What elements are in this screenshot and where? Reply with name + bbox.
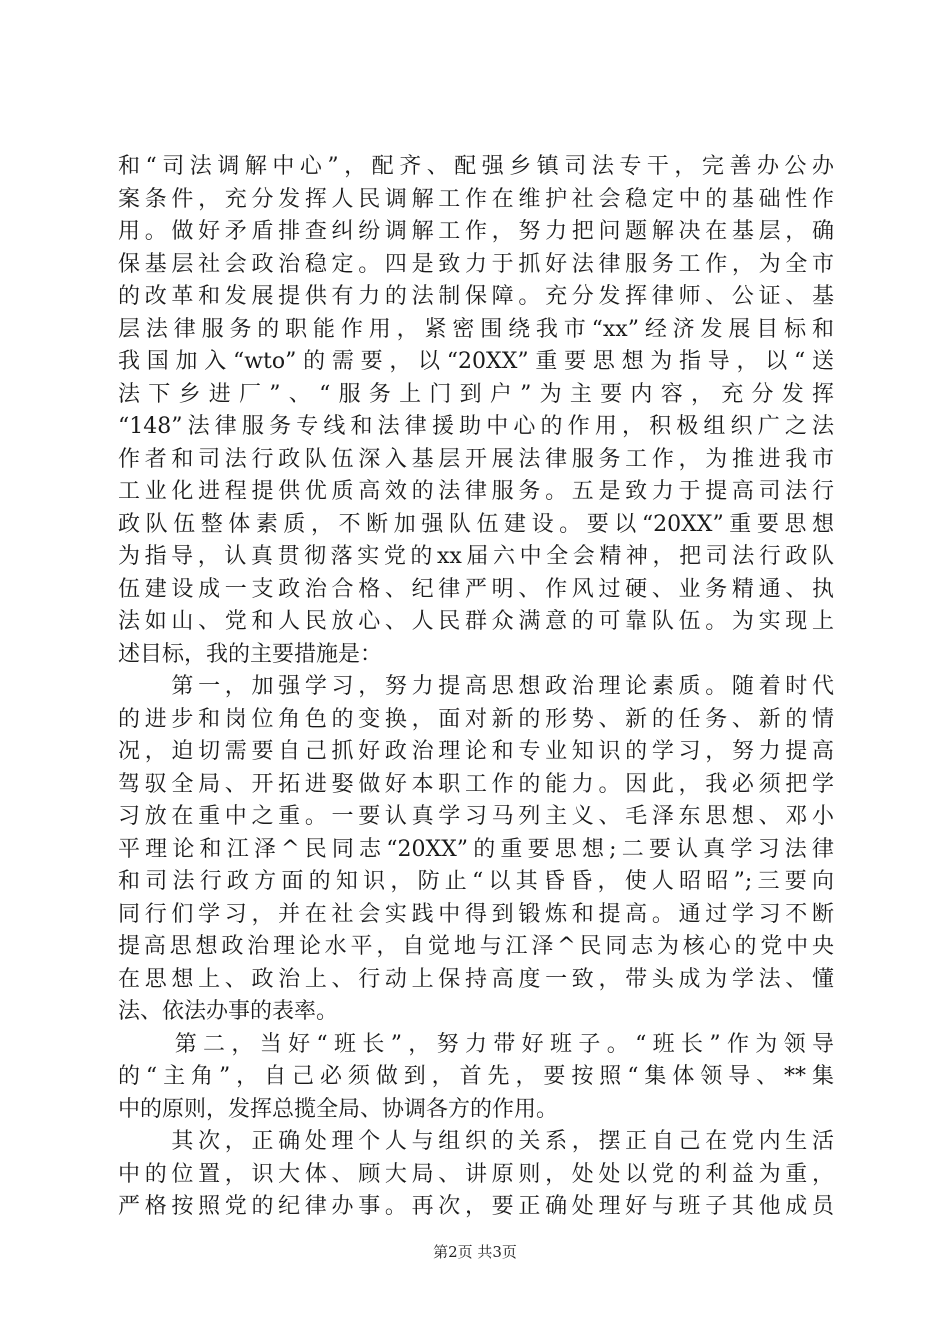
text-line: 的改革和发展提供有力的法制保障。充分发挥律师、公证、基 — [118, 284, 834, 309]
text-line: 法下乡进厂”、“服务上门到户”为主要内容，充分发挥 — [118, 381, 834, 407]
text-line: 中的位置，识大体、顾大局、讲原则，处处以党的利益为重， — [118, 1161, 834, 1187]
text-line: “148”法律服务专线和法律援助中心的作用，积极组织广之法 — [118, 414, 834, 439]
text-line: 用。做好矛盾排查纠纷调解工作，努力把问题解决在基层，确 — [118, 219, 834, 244]
text-line: 况，迫切需要自己抓好政治理论和专业知识的学习，努力提高 — [118, 739, 834, 764]
text-line: 第一，加强学习，努力提高思想政治理论素质。随着时代 — [118, 674, 834, 699]
text-line: 第二，当好“班长”，努力带好班子。“班长”作为领导 — [118, 1031, 834, 1057]
text-line: 政队伍整体素质，不断加强队伍建设。要以“20XX”重要思想 — [118, 511, 834, 537]
document-body — [118, 151, 834, 1224]
text-line: 同行们学习，并在社会实践中得到锻炼和提高。通过学习不断 — [118, 901, 834, 927]
text-line: 述目标，我的主要措施是： — [118, 641, 383, 667]
page-footer: 第2页 共3页 — [433, 1243, 517, 1261]
text-line: 其次，正确处理个人与组织的关系，摆正自己在党内生活 — [118, 1129, 834, 1154]
text-line: 的进步和岗位角色的变换，面对新的形势、新的任务、新的情 — [118, 706, 834, 732]
text-line: 案条件，充分发挥人民调解工作在维护社会稳定中的基础性作 — [118, 186, 834, 212]
text-line: 为指导，认真贯彻落实党的xx届六中全会精神，把司法行政队 — [118, 544, 834, 569]
text-line: 层法律服务的职能作用，紧密围绕我市“xx”经济发展目标和 — [118, 316, 834, 342]
text-line: 驾驭全局、开拓进娶做好本职工作的能力。因此，我必须把学 — [118, 771, 834, 797]
text-line: 法如山、党和人民放心、人民群众满意的可靠队伍。为实现上 — [118, 609, 834, 634]
text-line: 和司法行政方面的知识，防止“以其昏昏，使人昭昭”;三要向 — [118, 869, 834, 894]
text-line: 严格按照党的纪律办事。再次，要正确处理好与班子其他成员 — [118, 1194, 834, 1219]
text-line: 伍建设成一支政治合格、纪律严明、作风过硬、业务精通、执 — [118, 576, 834, 602]
text-line: 作者和司法行政队伍深入基层开展法律服务工作，为推进我市 — [118, 446, 834, 472]
text-line: 在思想上、政治上、行动上保持高度一致，带头成为学法、懂 — [118, 966, 834, 992]
text-line: 平理论和江泽^民同志“20XX”的重要思想;二要认真学习法律 — [118, 836, 834, 862]
text-line: 工业化进程提供优质高效的法律服务。五是致力于提高司法行 — [118, 479, 834, 504]
text-line: 保基层社会政治稳定。四是致力于抓好法律服务工作，为全市 — [118, 251, 834, 277]
text-line: 提高思想政治理论水平，自觉地与江泽^民同志为核心的党中央 — [118, 934, 834, 959]
text-line: 法、依法办事的表率。 — [118, 999, 339, 1024]
text-line: 习放在重中之重。一要认真学习马列主义、毛泽东思想、邓小 — [118, 804, 834, 829]
text-line: 和“司法调解中心”，配齐、配强乡镇司法专干，完善办公办 — [118, 154, 834, 179]
text-line: 的“主角”，自己必须做到，首先，要按照“集体领导、**集 — [118, 1064, 834, 1089]
text-line: 中的原则，发挥总揽全局、协调各方的作用。 — [118, 1096, 559, 1122]
text-line: 我国加入“wto”的需要，以“20XX”重要思想为指导，以“送 — [118, 349, 834, 374]
